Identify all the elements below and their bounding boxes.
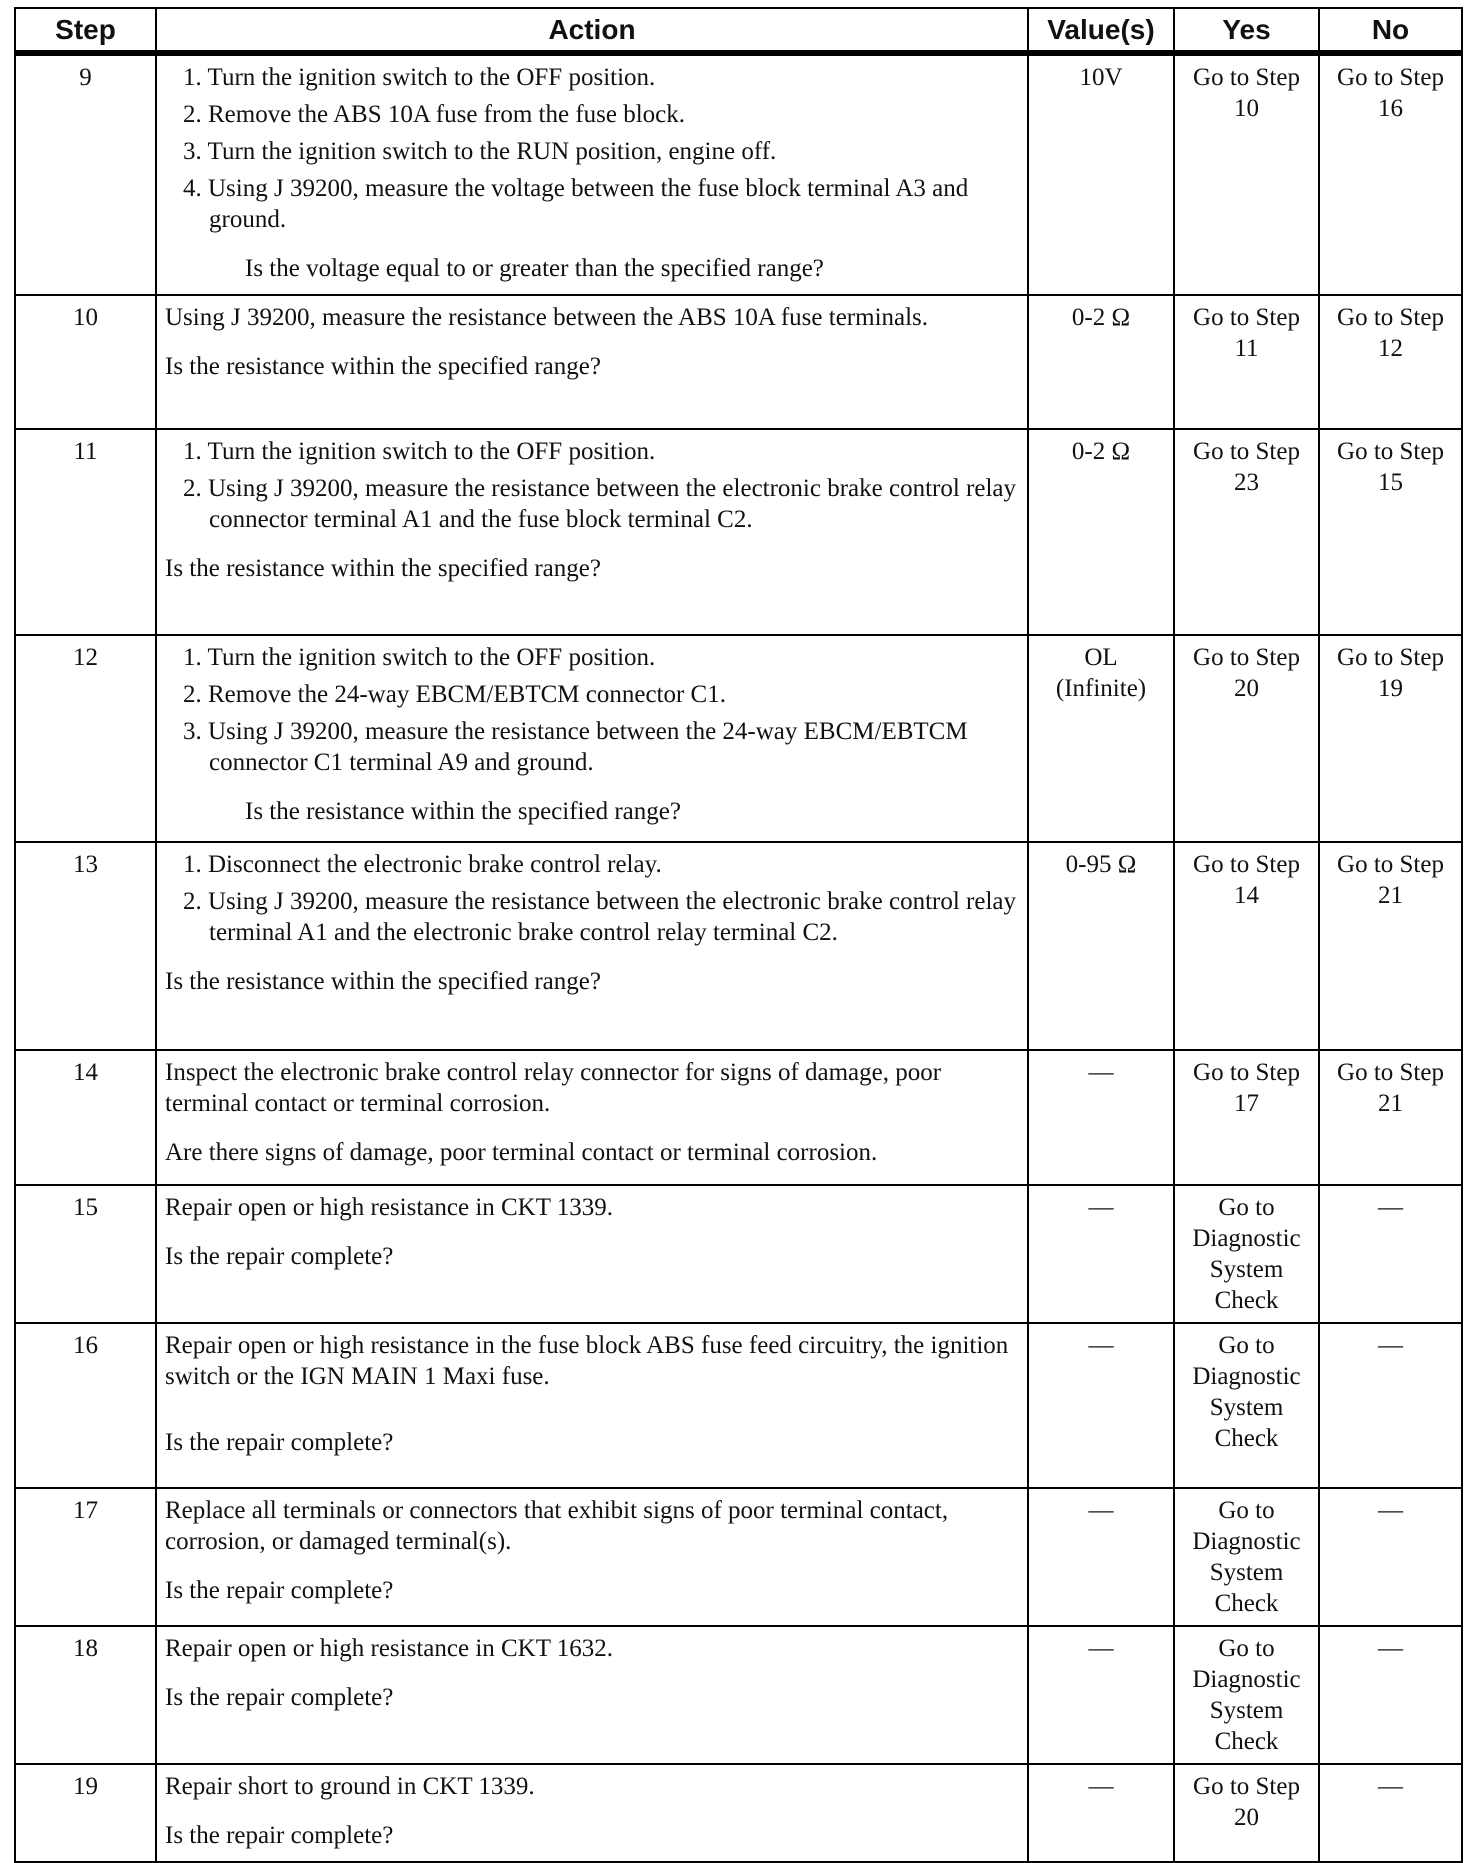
action-cell: [156, 635, 1028, 842]
table-row: [15, 1050, 1462, 1185]
yes-cell: Go to Step 23: [1174, 429, 1319, 635]
action-step: 1. Turn the ignition switch to the OFF position.: [183, 644, 656, 671]
action-cell: [156, 1626, 1028, 1764]
value-cell: —: [1028, 1185, 1174, 1323]
action-cell: [156, 53, 1028, 295]
table-row: [15, 1488, 1462, 1626]
header-step: Step: [15, 8, 156, 53]
table-row: [15, 1185, 1462, 1323]
action-cell: [156, 842, 1028, 1050]
action-step: 4. Using J 39200, measure the voltage between the fuse block terminal A3 and ground.: [183, 175, 969, 233]
value-cell: 10V: [1028, 53, 1174, 295]
action-text: Using J 39200, measure the resistance between the ABS 10A fuse terminals.: [165, 304, 929, 331]
no-cell: —: [1319, 1626, 1462, 1764]
action-text: Repair short to ground in CKT 1339.: [165, 1773, 535, 1800]
action-question: Is the resistance within the specified range?: [245, 798, 681, 825]
action-cell: [156, 1185, 1028, 1323]
step-cell: 15: [15, 1185, 156, 1323]
table-row: [15, 53, 1462, 295]
yes-cell: Go to Step 17: [1174, 1050, 1319, 1185]
yes-cell: Go to Diagnostic System Check: [1174, 1626, 1319, 1764]
action-step: 1. Disconnect the electronic brake control relay.: [183, 851, 662, 878]
yes-cell: Go to Diagnostic System Check: [1174, 1185, 1319, 1323]
action-question: Is the resistance within the specified range?: [165, 353, 601, 380]
action-text: Inspect the electronic brake control relay connector for signs of damage, poor terminal contact or terminal corrosion.: [165, 1059, 942, 1117]
yes-cell: Go to Diagnostic System Check: [1174, 1488, 1319, 1626]
step-cell: 12: [15, 635, 156, 842]
action-step: 2. Using J 39200, measure the resistance between the electronic brake control relay terminal A1 and the electronic brake control relay terminal C2.: [183, 888, 1017, 946]
action-step: 3. Turn the ignition switch to the RUN position, engine off.: [183, 138, 777, 165]
action-cell: [156, 1764, 1028, 1862]
no-cell: —: [1319, 1323, 1462, 1488]
step-cell: 17: [15, 1488, 156, 1626]
no-cell: —: [1319, 1488, 1462, 1626]
action-cell: [156, 429, 1028, 635]
action-step: 3. Using J 39200, measure the resistance between the 24-way EBCM/EBTCM connector C1 terminal A9 and ground.: [183, 718, 968, 776]
action-question: Are there signs of damage, poor terminal contact or terminal corrosion.: [165, 1139, 878, 1166]
action-question: Is the resistance within the specified range?: [165, 555, 601, 582]
no-cell: Go to Step 19: [1319, 635, 1462, 842]
value-cell: 0-2 Ω: [1028, 429, 1174, 635]
yes-cell: Go to Step 14: [1174, 842, 1319, 1050]
step-cell: 11: [15, 429, 156, 635]
value-cell: 0-2 Ω: [1028, 295, 1174, 429]
step-cell: 18: [15, 1626, 156, 1764]
action-step: 1. Turn the ignition switch to the OFF position.: [183, 64, 656, 91]
action-question: Is the repair complete?: [165, 1577, 394, 1604]
table-row: [15, 635, 1462, 842]
no-cell: —: [1319, 1185, 1462, 1323]
yes-cell: Go to Step 20: [1174, 635, 1319, 842]
yes-cell: Go to Step 11: [1174, 295, 1319, 429]
action-question: Is the repair complete?: [165, 1429, 394, 1456]
step-cell: 14: [15, 1050, 156, 1185]
value-cell: —: [1028, 1050, 1174, 1185]
no-cell: Go to Step 16: [1319, 53, 1462, 295]
table-row: [15, 429, 1462, 635]
action-cell: [156, 1488, 1028, 1626]
action-cell: [156, 295, 1028, 429]
action-step: 1. Turn the ignition switch to the OFF position.: [183, 438, 656, 465]
action-step: 2. Remove the 24-way EBCM/EBTCM connector C1.: [183, 681, 726, 708]
step-cell: 10: [15, 295, 156, 429]
table-row: [15, 1626, 1462, 1764]
no-cell: Go to Step 21: [1319, 1050, 1462, 1185]
table-row: [15, 295, 1462, 429]
header-row: [15, 8, 1462, 53]
step-cell: 13: [15, 842, 156, 1050]
value-cell: —: [1028, 1626, 1174, 1764]
no-cell: Go to Step 15: [1319, 429, 1462, 635]
value-cell: OL (Infinite): [1028, 635, 1174, 842]
action-question: Is the repair complete?: [165, 1684, 394, 1711]
action-cell: [156, 1323, 1028, 1488]
action-question: Is the repair complete?: [165, 1822, 394, 1849]
action-text: Replace all terminals or connectors that exhibit signs of poor terminal contact, corrosion, or damaged terminal(s).: [165, 1497, 949, 1555]
step-cell: 16: [15, 1323, 156, 1488]
header-action: Action: [156, 8, 1028, 53]
diagnostic-table: [14, 7, 1463, 1863]
table-row: [15, 842, 1462, 1050]
value-cell: —: [1028, 1488, 1174, 1626]
value-cell: —: [1028, 1764, 1174, 1862]
action-text: Repair open or high resistance in CKT 1632.: [165, 1635, 614, 1662]
action-step: 2. Remove the ABS 10A fuse from the fuse block.: [183, 101, 686, 128]
table-row: [15, 1323, 1462, 1488]
no-cell: Go to Step 12: [1319, 295, 1462, 429]
yes-cell: Go to Step 10: [1174, 53, 1319, 295]
step-cell: 9: [15, 53, 156, 295]
header-no: No: [1319, 8, 1462, 53]
yes-cell: Go to Step 20: [1174, 1764, 1319, 1862]
step-cell: 19: [15, 1764, 156, 1862]
no-cell: —: [1319, 1764, 1462, 1862]
yes-cell: Go to Diagnostic System Check: [1174, 1323, 1319, 1488]
action-step: 2. Using J 39200, measure the resistance between the electronic brake control relay connector terminal A1 and the fuse block terminal C2.: [183, 475, 1017, 533]
no-cell: Go to Step 21: [1319, 842, 1462, 1050]
action-text: Repair open or high resistance in CKT 1339.: [165, 1194, 614, 1221]
action-question: Is the voltage equal to or greater than the specified range?: [245, 255, 824, 282]
value-cell: —: [1028, 1323, 1174, 1488]
action-question: Is the resistance within the specified range?: [165, 968, 601, 995]
action-text: Repair open or high resistance in the fuse block ABS fuse feed circuitry, the ignition switch or the IGN MAIN 1 Maxi fuse.: [165, 1332, 1009, 1390]
action-question: Is the repair complete?: [165, 1243, 394, 1270]
value-cell: 0-95 Ω: [1028, 842, 1174, 1050]
table-row: [15, 1764, 1462, 1862]
header-values: Value(s): [1028, 8, 1174, 53]
header-yes: Yes: [1174, 8, 1319, 53]
action-cell: [156, 1050, 1028, 1185]
